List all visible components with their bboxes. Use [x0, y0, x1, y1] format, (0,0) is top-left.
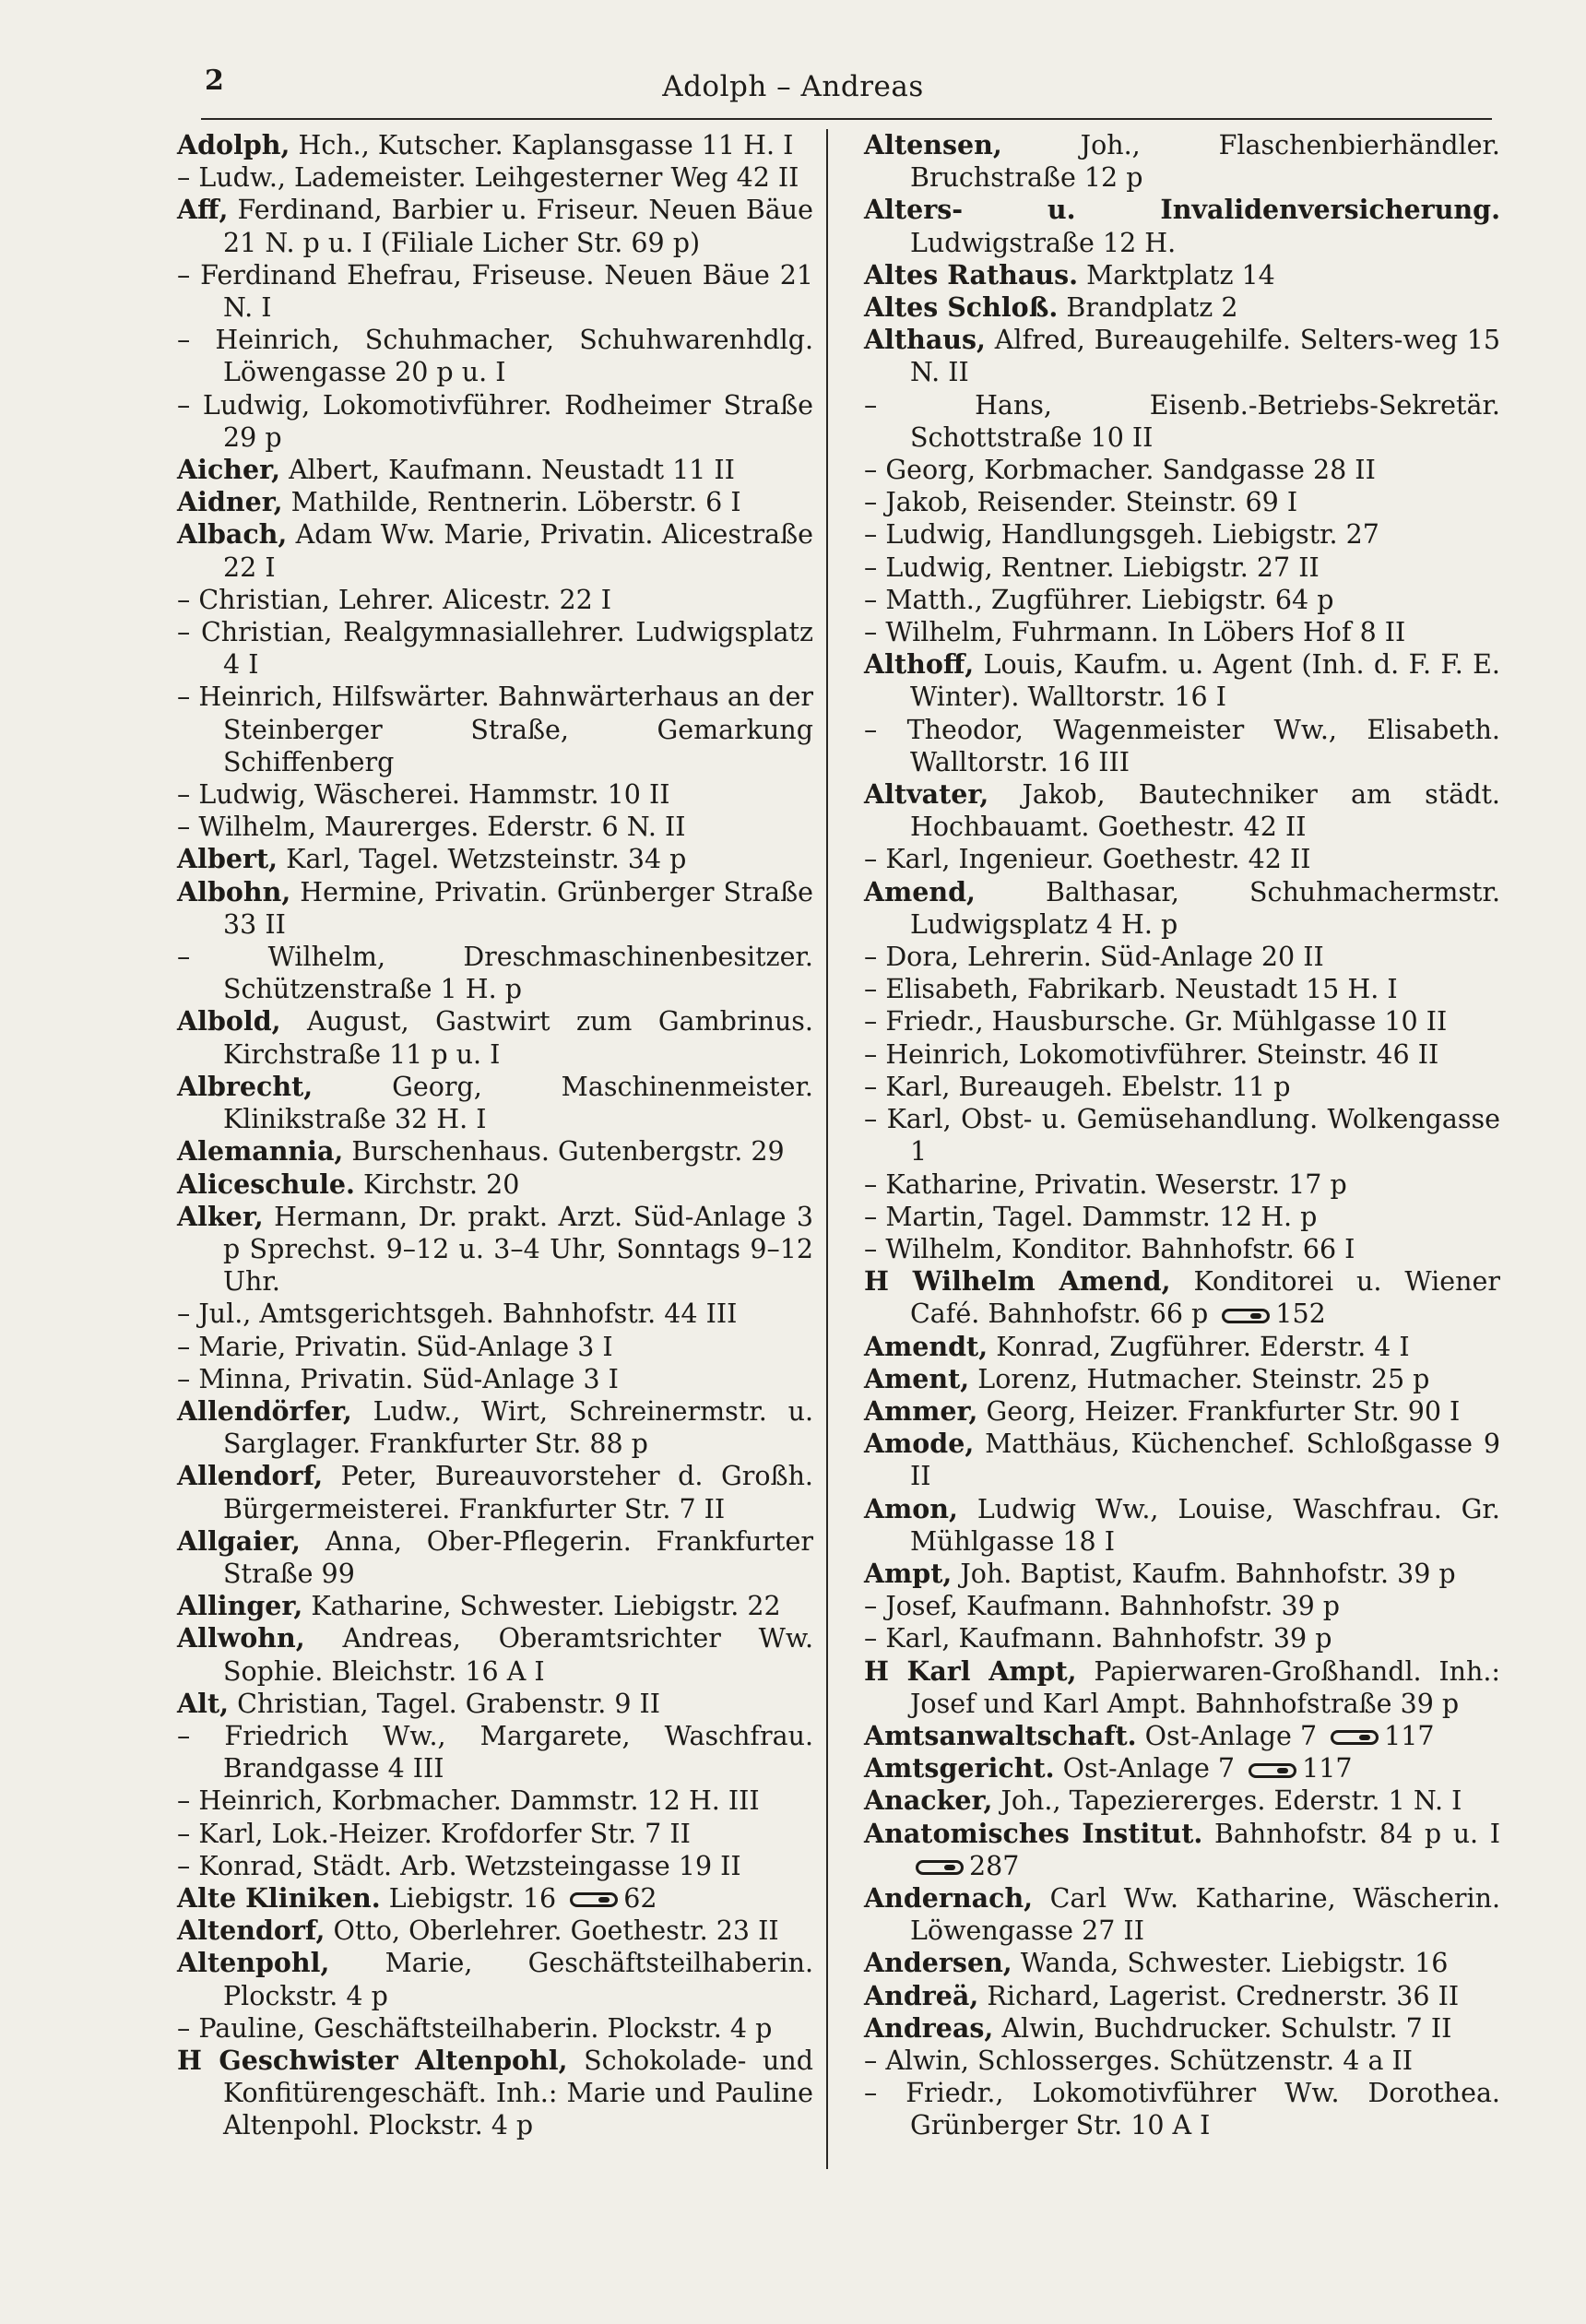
entry-name: Alemannia, [177, 1135, 344, 1168]
entry-name: Alt, [177, 1687, 230, 1719]
directory-entry [864, 1265, 1500, 1330]
entry-name: – [864, 714, 907, 745]
directory-entry [177, 454, 813, 486]
directory-entry [864, 1947, 1500, 1979]
directory-entry [864, 1622, 1500, 1654]
directory-entry [864, 1493, 1500, 1558]
directory-entry [177, 1363, 813, 1395]
entry-text: Minna, Privatin. Süd-Anlage 3 I [198, 1363, 619, 1394]
entry-name: – [864, 617, 886, 648]
directory-entry [177, 1525, 813, 1590]
entry-text: Marie, Privatin. Süd-Anlage 3 I [198, 1331, 613, 1362]
entry-text: Jul., Amtsgerichtsgeh. Bahnhofstr. 44 III [198, 1298, 738, 1330]
entry-name: Albold, [177, 1005, 281, 1038]
entry-name: – [864, 455, 886, 486]
entry-text: Wilhelm, Konditor. Bahnhofstr. 66 I [885, 1233, 1355, 1264]
entry-text: Burschenhaus. Gutenbergstr. 29 [351, 1136, 785, 1168]
entry-text: Karl, Kaufmann. Bahnhofstr. 39 p [885, 1623, 1332, 1654]
entry-text: Schokolade- und Konfitürengeschäft. Inh.: Marie und Pauline Altenpohl. Plockstr. 4 p [223, 2045, 813, 2141]
telephone-icon [1222, 1309, 1270, 1323]
entry-name: Alte Kliniken. [177, 1881, 381, 1914]
directory-entry [864, 486, 1500, 518]
entry-text: Friedrich Ww., Margarete, Waschfrau. Brandgasse 4 III [223, 1720, 813, 1784]
phone-number-value: 287 [969, 1850, 1020, 1881]
entry-text: Joh., Flaschenbierhändler. Bruchstraße 12 p [910, 130, 1500, 194]
entry-text: Hch., Kutscher. Kaplansgasse 11 H. I [298, 130, 794, 160]
column-divider [826, 129, 828, 2169]
entry-name: Albert, [177, 843, 278, 875]
entry-text: Wanda, Schwester. Liebigstr. 16 [1020, 1948, 1449, 1979]
directory-entry [177, 1331, 813, 1363]
phone-number [1235, 1753, 1352, 1784]
phone-number [1317, 1721, 1434, 1751]
entry-name: Allendörfer, [177, 1394, 352, 1427]
directory-entry [177, 876, 813, 941]
entry-name: Amendt, [864, 1330, 988, 1362]
directory-entry [177, 1818, 813, 1850]
entry-name: – [864, 1623, 886, 1654]
entry-name: – [177, 682, 199, 713]
directory-entry [864, 1428, 1500, 1492]
entry-text: Konrad, Zugführer. Ederstr. 4 I [996, 1331, 1410, 1362]
directory-entry [864, 1038, 1500, 1071]
entry-name: Ament, [864, 1362, 970, 1394]
directory-entry [864, 1882, 1500, 1947]
directory-entry [864, 1395, 1500, 1428]
directory-entry [177, 778, 813, 811]
entry-name: Amtsgericht. [864, 1752, 1055, 1784]
directory-entry [864, 1201, 1500, 1233]
directory-entry [864, 454, 1500, 486]
entry-name: Ammer, [864, 1394, 978, 1427]
entry-name: – [864, 942, 886, 973]
entry-text: Matth., Zugführer. Liebigstr. 64 p [885, 584, 1334, 615]
entry-text: Heinrich, Korbmacher. Dammstr. 12 H. III [198, 1785, 760, 1817]
entry-text: Ludwig, Lokomotivführer. Rodheimer Straße 29 p [202, 389, 814, 453]
entry-text: Dora, Lehrerin. Süd-Anlage 20 II [885, 942, 1324, 973]
entry-name: Alker, [177, 1200, 264, 1232]
directory-entry [864, 1980, 1500, 2012]
phone-number [1208, 1298, 1325, 1329]
entry-text: Theodor, Wagenmeister Ww., Elisabeth. Walltorstr. 16 III [906, 714, 1500, 777]
telephone-icon [570, 1892, 618, 1907]
entry-text: Pauline, Geschäftsteilhaberin. Plockstr. 4 p [198, 2012, 773, 2044]
entry-text: Konrad, Städt. Arb. Wetzsteingasse 19 II [198, 1850, 741, 1881]
directory-entry [864, 1071, 1500, 1103]
directory-entry [177, 1201, 813, 1298]
entry-text: Joh. Baptist, Kaufm. Bahnhofstr. 39 p [960, 1558, 1456, 1589]
entry-name: – [864, 1038, 886, 1070]
entry-name: Altvater, [864, 778, 989, 811]
entry-text: Ludw., Lademeister. Leihgesterner Weg 42 II [198, 162, 799, 194]
directory-entry [864, 843, 1500, 875]
directory-entry [177, 941, 813, 1005]
entry-text: Josef, Kaufmann. Bahnhofstr. 39 p [885, 1591, 1341, 1622]
entry-name: – [864, 1201, 886, 1232]
directory-entry [864, 616, 1500, 648]
entry-text: Georg, Heizer. Frankfurter Str. 90 I [986, 1395, 1461, 1427]
telephone-icon [1249, 1763, 1296, 1778]
directory-entry [864, 1558, 1500, 1590]
entry-text: Louis, Kaufm. u. Agent (Inh. d. F. F. E. Winter). Walltorstr. 16 I [910, 649, 1500, 713]
entry-name: – [864, 1104, 887, 1135]
entry-name: Andersen, [864, 1947, 1012, 1979]
entry-text: Alwin, Schlosserges. Schützenstr. 4 a II [885, 2045, 1414, 2076]
directory-entry [864, 1655, 1500, 1720]
entry-name: – [177, 779, 199, 811]
directory-entry [864, 2077, 1500, 2141]
directory-entry [177, 1135, 813, 1168]
directory-entry [177, 324, 813, 388]
directory-entry [864, 551, 1500, 584]
entry-name: Altenpohl, [177, 1947, 330, 1979]
directory-entry [864, 259, 1500, 291]
directory-entry [177, 194, 813, 258]
entry-name: – [177, 1298, 199, 1330]
entry-name: – [177, 2012, 199, 2044]
directory-entry [177, 1720, 813, 1784]
directory-entry [864, 714, 1500, 778]
entry-name: – [864, 1006, 886, 1038]
entry-text: Alwin, Buchdrucker. Schulstr. 7 II [1001, 2012, 1452, 2044]
entry-text: Marie, Geschäftsteilhaberin. Plockstr. 4 p [223, 1948, 813, 2011]
directory-entry [177, 1850, 813, 1882]
entry-name: – [177, 162, 199, 194]
entry-name: – [864, 551, 886, 583]
directory-entry [177, 259, 813, 324]
header-rule [201, 118, 1492, 120]
entry-name: – [864, 2045, 886, 2076]
entry-text: Jakob, Bautechniker am städt. Hochbauamt. Goethestr. 42 II [910, 779, 1500, 843]
entry-text: Christian, Realgymnasiallehrer. Ludwigsplatz 4 I [200, 617, 813, 681]
directory-entry [177, 811, 813, 843]
phone-number-value: 117 [1302, 1753, 1353, 1784]
entry-text: Karl, Tagel. Wetzsteinstr. 34 p [286, 844, 687, 875]
entry-text: Otto, Oberlehrer. Goethestr. 23 II [333, 1915, 779, 1947]
entry-text: Friedr., Lokomotivführer Ww. Dorothea. Grünberger Str. 10 A I [905, 2078, 1500, 2141]
entry-text: Friedr., Hausbursche. Gr. Mühlgasse 10 II [885, 1006, 1448, 1038]
entry-name: Anatomisches Institut. [864, 1817, 1203, 1849]
entry-text: Alfred, Bureaugehilfe. Selters-weg 15 N. II [910, 325, 1501, 388]
entry-name: – [177, 812, 199, 843]
entry-text: Hans, Eisenb.-Betriebs-Sekretär. Schottstraße 10 II [910, 389, 1500, 453]
entry-name: Althoff, [864, 648, 975, 681]
entry-name: – [177, 1720, 225, 1751]
entry-name: Allendorf, [177, 1460, 324, 1492]
entry-name: Aidner, [177, 486, 283, 518]
entry-name: Andreas, [864, 2011, 994, 2044]
directory-entry [177, 486, 813, 518]
entry-name: H Wilhelm Amend, [864, 1265, 1171, 1298]
entry-text: Karl, Obst- u. Gemüsehandlung. Wolkengasse 1 [886, 1104, 1500, 1168]
directory-entry [177, 389, 813, 454]
entry-name: Adolph, [177, 129, 290, 160]
entry-name: – [864, 1233, 886, 1264]
entry-text: Katharine, Schwester. Liebigstr. 22 [311, 1591, 781, 1622]
entry-name: – [177, 942, 268, 973]
entry-name: H Karl Ampt, [864, 1654, 1077, 1687]
entry-text: Wilhelm, Dreschmaschinenbesitzer. Schützenstraße 1 H. p [223, 942, 813, 1005]
entry-name: Altes Rathaus. [864, 258, 1079, 290]
directory-entry [864, 1720, 1500, 1752]
entry-name: – [864, 974, 886, 1005]
directory-entry [864, 584, 1500, 616]
phone-number-value: 117 [1384, 1720, 1435, 1751]
entry-text: Bahnhofstr. 84 p u. I [1213, 1818, 1500, 1849]
entry-name: Altensen, [864, 129, 1002, 160]
entry-name: Aliceschule. [177, 1168, 355, 1200]
entry-text: Karl, Ingenieur. Goethestr. 42 II [885, 844, 1311, 875]
directory-entry [864, 1752, 1500, 1784]
directory-entry [864, 1363, 1500, 1395]
entry-name: Allinger, [177, 1590, 303, 1622]
directory-entry [177, 2012, 813, 2045]
directory-entry [177, 1590, 813, 1622]
directory-entry [864, 194, 1500, 258]
entry-text: Hermine, Privatin. Grünberger Straße 33 II [223, 876, 813, 940]
directory-entry [864, 973, 1500, 1005]
entry-name: Albach, [177, 518, 288, 551]
left-column [177, 129, 813, 2142]
entry-name: – [864, 1071, 886, 1102]
directory-entry [864, 389, 1500, 454]
entry-text: Albert, Kaufmann. Neustadt 11 II [289, 455, 735, 486]
entry-name: Altendorf, [177, 1915, 325, 1947]
directory-entry [177, 584, 813, 616]
directory-entry [177, 2045, 813, 2142]
directory-entry [177, 1298, 813, 1330]
entry-name: – [864, 1168, 886, 1200]
entry-name: – [177, 1363, 199, 1394]
entry-text: Ludwig, Wäscherei. Hammstr. 10 II [198, 779, 670, 811]
entry-name: – [177, 1850, 199, 1881]
entry-name: Amtsanwaltschaft. [864, 1719, 1137, 1751]
entry-text: Katharine, Privatin. Weserstr. 17 p [885, 1168, 1347, 1200]
entry-text: Jakob, Reisender. Steinstr. 69 I [885, 487, 1298, 518]
right-column [864, 129, 1500, 2142]
directory-entry [177, 616, 813, 681]
directory-entry [177, 1784, 813, 1817]
entry-text: Wilhelm, Maurerges. Ederstr. 6 N. II [198, 812, 686, 843]
entry-name: Allgaier, [177, 1524, 301, 1557]
entry-name: – [177, 325, 216, 356]
entry-name: – [177, 259, 201, 290]
entry-name: Albohn, [177, 875, 291, 907]
entry-text: Heinrich, Lokomotivführer. Steinstr. 46 II [885, 1038, 1439, 1070]
entry-text: Georg, Korbmacher. Sandgasse 28 II [885, 455, 1376, 486]
entry-text: Karl, Lok.-Heizer. Krofdorfer Str. 7 II [198, 1818, 691, 1849]
directory-entry [177, 161, 813, 194]
entry-name: – [864, 1591, 886, 1622]
entry-name: – [864, 2078, 906, 2109]
entry-name: H Geschwister Altenpohl, [177, 2044, 568, 2076]
entry-name: Albrecht, [177, 1070, 314, 1102]
directory-entry [864, 2045, 1500, 2077]
running-head: Adolph – Andreas [662, 70, 924, 103]
entry-name: Anacker, [864, 1784, 993, 1817]
directory-entry [864, 1103, 1500, 1168]
directory-entry [177, 1947, 813, 2011]
entry-name: Alters- u. Invalidenversicherung. [864, 194, 1500, 226]
directory-entry [864, 1590, 1500, 1622]
directory-entry [177, 843, 813, 875]
entry-name: – [177, 617, 201, 648]
directory-entry [177, 129, 813, 161]
directory-entry [177, 1071, 813, 1135]
entry-text: Ferdinand, Barbier u. Friseur. Neuen Bäue 21 N. p u. I (Filiale Licher Str. 69 p) [223, 195, 814, 258]
entry-name: Andernach, [864, 1881, 1034, 1914]
entry-name: – [177, 389, 203, 421]
directory-entry [864, 1005, 1500, 1038]
directory-entry [864, 941, 1500, 973]
entry-text: Wilhelm, Fuhrmann. In Löbers Hof 8 II [885, 617, 1406, 648]
entry-text: Christian, Lehrer. Alicestr. 22 I [198, 584, 612, 615]
entry-name: – [177, 1331, 199, 1362]
telephone-icon [1331, 1730, 1379, 1745]
entry-text: Mathilde, Rentnerin. Löberstr. 6 I [290, 487, 741, 518]
entry-text: Andreas, Oberamtsrichter Ww. Sophie. Bleichstr. 16 A I [223, 1623, 814, 1687]
directory-entry [864, 1168, 1500, 1201]
entry-text: Elisabeth, Fabrikarb. Neustadt 15 H. I [885, 974, 1398, 1005]
directory-entry [864, 778, 1500, 843]
entry-text: Brandplatz 2 [1066, 292, 1238, 324]
directory-entry [864, 1818, 1500, 1882]
directory-entry [177, 1688, 813, 1720]
directory-entry [177, 518, 813, 583]
entry-name: – [864, 487, 886, 518]
telephone-icon [916, 1860, 964, 1875]
entry-text: Christian, Tagel. Grabenstr. 9 II [237, 1688, 661, 1719]
entry-name: Altes Schloß. [864, 291, 1059, 324]
entry-name: Amon, [864, 1492, 958, 1524]
directory-entry [864, 876, 1500, 941]
entry-name: Althaus, [864, 324, 986, 356]
entry-text: Ludwig Ww., Louise, Waschfrau. Gr. Mühlgasse 18 I [910, 1493, 1500, 1557]
directory-entry [864, 1784, 1500, 1817]
entry-name: – [177, 1818, 199, 1849]
directory-entry [177, 1395, 813, 1460]
entry-name: Aff, [177, 194, 229, 226]
entry-text: Adam Ww. Marie, Privatin. Alicestraße 22 I [223, 519, 813, 583]
phone-number-value: 62 [623, 1882, 657, 1914]
page-number: 2 [205, 65, 224, 97]
phone-number [556, 1883, 657, 1914]
entry-text: Heinrich, Hilfswärter. Bahnwärterhaus an der Steinberger Straße, Gemarkung Schiffenberg [198, 682, 814, 777]
entry-text: Ludw., Wirt, Schreinermstr. u. Sarglager. Frankfurter Str. 88 p [223, 1395, 813, 1460]
directory-entry [864, 1233, 1500, 1265]
entry-text: Georg, Maschinenmeister. Klinikstraße 32 H. I [223, 1071, 813, 1135]
entry-text: Martin, Tagel. Dammstr. 12 H. p [885, 1201, 1318, 1232]
entry-name: Andreä, [864, 1979, 979, 2011]
entry-text: Ludwig, Rentner. Liebigstr. 27 II [885, 551, 1320, 583]
entry-text: Ost-Anlage 7 [1144, 1720, 1318, 1751]
entry-text: Lorenz, Hutmacher. Steinstr. 25 p [977, 1363, 1430, 1394]
entry-text: Ludwigstraße 12 H. [910, 227, 1177, 258]
entry-name: – [177, 584, 199, 615]
entry-name: – [864, 519, 886, 551]
entry-name: Ampt, [864, 1557, 953, 1589]
directory-entry [864, 129, 1500, 194]
entry-text: Joh., Tapeziererges. Ederstr. 1 N. I [1000, 1785, 1462, 1817]
entry-text: Peter, Bureauvorsteher d. Großh. Bürgermeisterei. Frankfurter Str. 7 II [223, 1461, 813, 1524]
directory-entry [177, 681, 813, 778]
entry-name: – [864, 844, 886, 875]
entry-text: Ost-Anlage 7 [1062, 1753, 1236, 1784]
entry-text: Kirchstr. 20 [363, 1168, 520, 1200]
directory-entry [177, 1460, 813, 1524]
entry-text: Karl, Bureaugeh. Ebelstr. 11 p [885, 1071, 1291, 1102]
entry-text: Konditorei u. Wiener Café. Bahnhofstr. 66 p [910, 1266, 1500, 1330]
directory-entry [864, 324, 1500, 388]
entry-text: Matthäus, Küchenchef. Schloßgasse 9 II [910, 1429, 1500, 1492]
entry-text: Ferdinand Ehefrau, Friseuse. Neuen Bäue 21 N. I [200, 259, 813, 324]
directory-entry [177, 1168, 813, 1201]
entry-name: Amend, [864, 875, 976, 907]
entry-text: Marktplatz 14 [1086, 259, 1275, 290]
directory-entry [177, 1622, 813, 1687]
entry-text: Balthasar, Schuhmachermstr. Ludwigsplatz 4 H. p [910, 876, 1500, 940]
directory-entry [864, 1331, 1500, 1363]
entry-text: Papierwaren-Großhandl. Inh.: Josef und Karl Ampt. Bahnhofstraße 39 p [910, 1655, 1501, 1719]
entry-name: Aicher, [177, 454, 281, 486]
directory-entry [177, 1882, 813, 1915]
entry-name: Allwohn, [177, 1622, 305, 1654]
entry-text: August, Gastwirt zum Gambrinus. Kirchstraße 11 p u. I [223, 1006, 813, 1070]
entry-text: Heinrich, Schuhmacher, Schuhwarenhdlg. Löwengasse 20 p u. I [215, 325, 814, 388]
entry-text: Hermann, Dr. prakt. Arzt. Süd-Anlage 3 p Sprechst. 9–12 u. 3–4 Uhr, Sonntags 9–12 Uhr. [223, 1201, 814, 1298]
entry-name: – [177, 1785, 199, 1817]
directory-entry [864, 291, 1500, 324]
entry-text: Ludwig, Handlungsgeh. Liebigstr. 27 [885, 519, 1379, 551]
phone-number [910, 1851, 1019, 1881]
phone-number-value: 152 [1275, 1298, 1326, 1330]
directory-entry [177, 1915, 813, 1947]
directory-entry [864, 518, 1500, 551]
entry-name: Amode, [864, 1428, 975, 1460]
entry-text: Richard, Lagerist. Crednerstr. 36 II [987, 1980, 1460, 2011]
directory-entry [177, 1005, 813, 1070]
entry-name: – [864, 389, 976, 421]
entry-text: Liebigstr. 16 [388, 1882, 557, 1914]
directory-entry [864, 2012, 1500, 2045]
entry-text: Anna, Ober-Pflegerin. Frankfurter Straße 99 [223, 1525, 813, 1589]
entry-name: – [864, 584, 886, 615]
directory-entry [864, 648, 1500, 713]
entry-text: Carl Ww. Katharine, Wäscherin. Löwengasse 27 II [910, 1882, 1501, 1947]
